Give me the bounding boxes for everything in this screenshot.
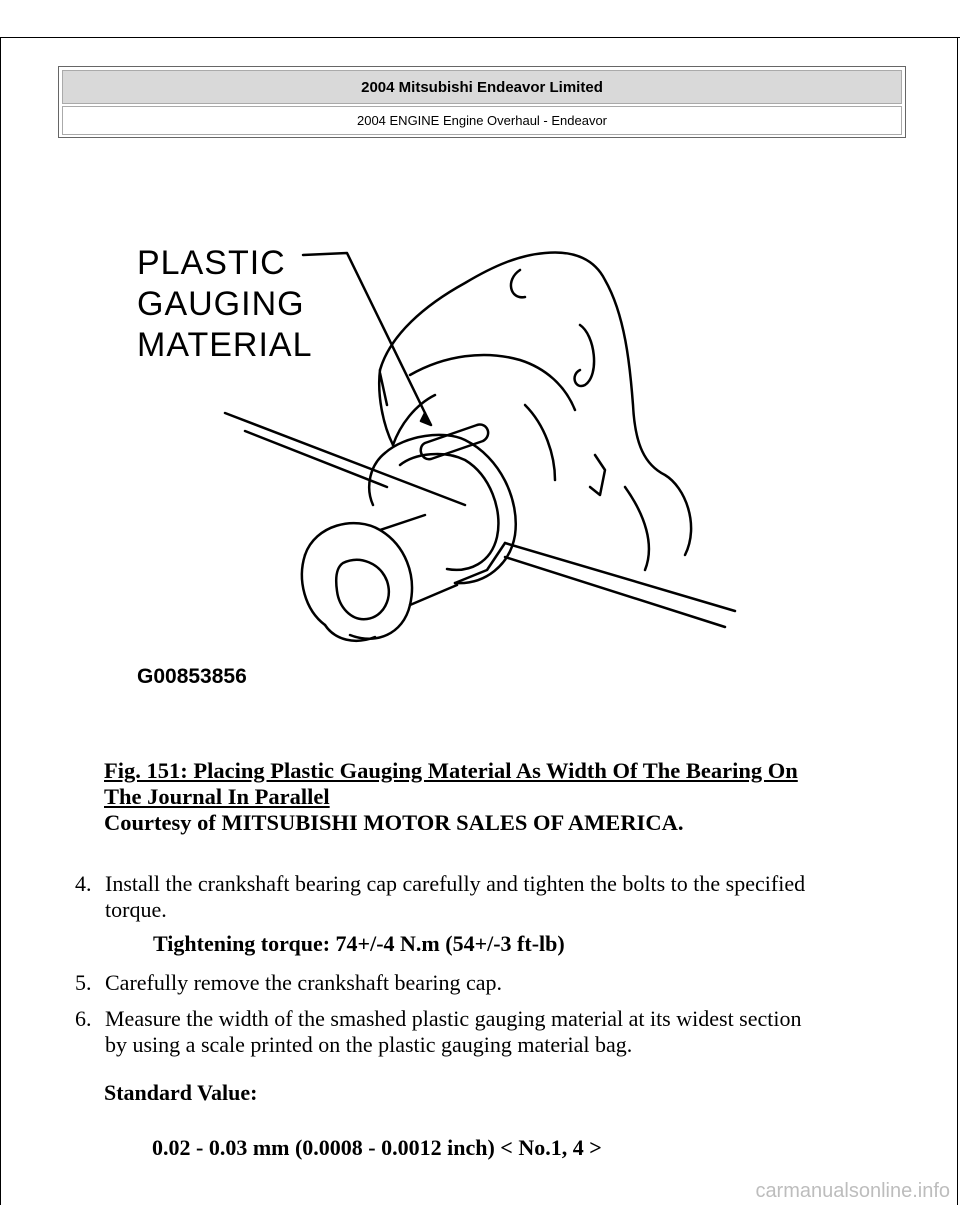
page-frame-right xyxy=(957,37,958,1205)
tightening-torque-spec: Tightening torque: 74+/-4 N.m (54+/-3 ft-lb) xyxy=(153,931,565,956)
figure-code: G00853856 xyxy=(137,665,247,688)
step-number: 6. xyxy=(75,1006,92,1031)
step-number: 5. xyxy=(75,970,92,995)
crankshaft-bearing-drawing xyxy=(125,225,775,705)
standard-value: 0.02 - 0.03 mm (0.0008 - 0.0012 inch) < No.1, 4 > xyxy=(152,1135,602,1160)
step-text-line1: Install the crankshaft bearing cap carefully and tighten the bolts to the specified xyxy=(105,871,806,896)
figure-caption xyxy=(104,758,904,836)
standard-value-label: Standard Value: xyxy=(104,1080,258,1105)
caption-courtesy: Courtesy of MITSUBISHI MOTOR SALES OF AMERICA. xyxy=(104,810,684,835)
caption-title-line1[interactable]: Fig. 151: Placing Plastic Gauging Material As Width Of The Bearing On xyxy=(104,758,798,783)
step-text-line2: torque. xyxy=(105,897,167,922)
page-frame-top xyxy=(0,37,960,38)
list-item xyxy=(75,871,925,923)
document-header xyxy=(58,66,906,138)
step-text-line1: Measure the width of the smashed plastic gauging material at its widest section xyxy=(105,1006,802,1031)
page-frame-left xyxy=(0,37,1,1205)
step-number: 4. xyxy=(75,871,92,896)
caption-title-line2[interactable]: The Journal In Parallel xyxy=(104,784,330,809)
figure-label-line3: MATERIAL xyxy=(137,326,313,364)
header-title: 2004 Mitsubishi Endeavor Limited xyxy=(62,70,902,104)
list-item xyxy=(75,1006,925,1058)
procedure-steps xyxy=(75,871,925,1068)
figure-label-line1: PLASTIC xyxy=(137,244,286,282)
watermark: carmanualsonline.info xyxy=(755,1180,950,1202)
header-subtitle: 2004 ENGINE Engine Overhaul - Endeavor xyxy=(62,106,902,135)
figure-label-line2: GAUGING xyxy=(137,285,305,323)
list-item xyxy=(75,970,925,996)
figure-illustration xyxy=(125,225,775,705)
step-text-line1: Carefully remove the crankshaft bearing cap. xyxy=(105,970,503,995)
step-text-line2: by using a scale printed on the plastic gauging material bag. xyxy=(105,1032,633,1057)
